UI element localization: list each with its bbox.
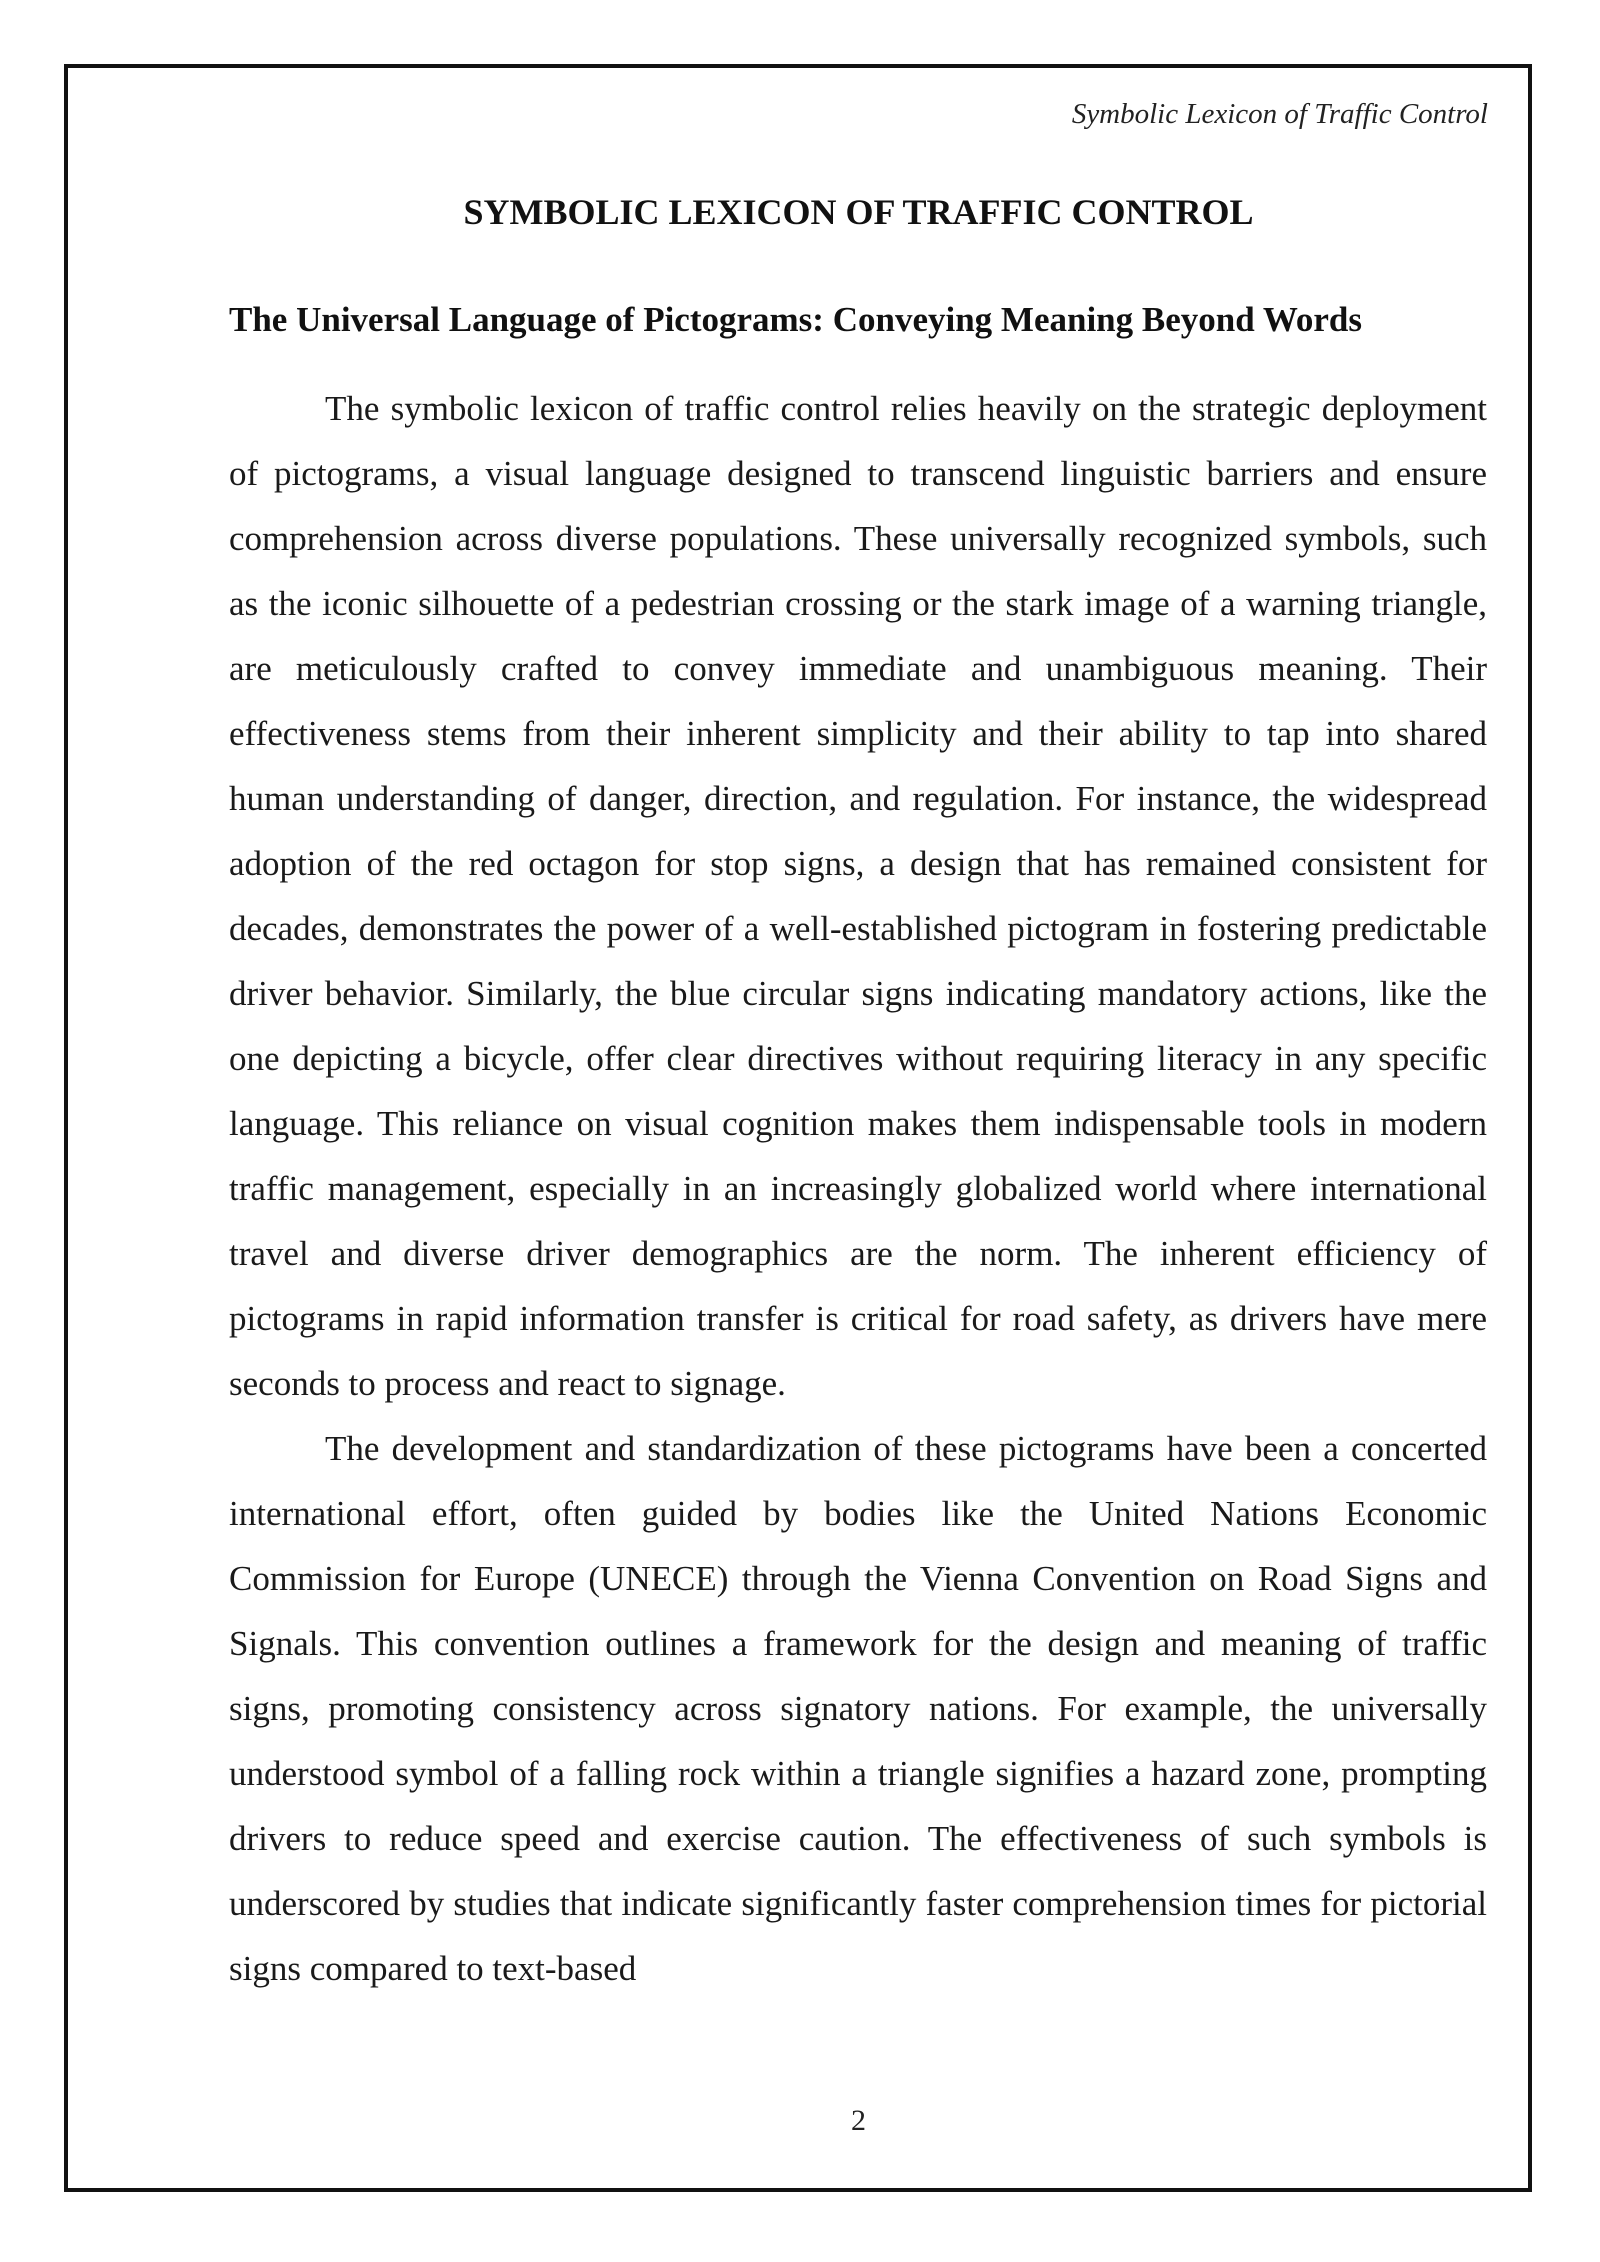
running-header: Symbolic Lexicon of Traffic Control — [1071, 98, 1488, 130]
body-text — [229, 376, 1487, 2001]
page-number: 2 — [851, 2104, 866, 2137]
paragraph: The symbolic lexicon of traffic control relies heavily on the strategic deployment of pictograms, a visual language designed to transcend linguistic barriers and ensure comprehension across diverse populations. These universally recognized symbols, such as the iconic silhouette of a pedestrian crossing or the stark image of a warning triangle, are meticulously crafted to convey immediate and unambiguous meaning. Their effectiveness stems from their inherent simplicity and their ability to tap into shared human understanding of danger, direction, and regulation. For instance, the widespread adoption of the red octagon for stop signs, a design that has remained consistent for decades, demonstrates the power of a well-established pictogram in fostering predictable driver behavior. Similarly, the blue circular signs indicating mandatory actions, like the one depicting a bicycle, offer clear directives without requiring literacy in any specific language. This reliance on visual cognition makes them indispensable tools in modern traffic management, especially in an increasingly globalized world where international travel and diverse driver demographics are the norm. The inherent efficiency of pictograms in rapid information transfer is critical for road safety, as drivers have mere seconds to process and react to signage. — [229, 389, 1487, 1403]
section-heading: The Universal Language of Pictograms: Conveying Meaning Beyond Words — [229, 300, 1363, 339]
document-title: SYMBOLIC LEXICON OF TRAFFIC CONTROL — [463, 192, 1254, 232]
paragraph: The development and standardization of these pictograms have been a concerted international effort, often guided by bodies like the United Nations Economic Commission for Europe (UNECE) through the Vienna Convention on Road Signs and Signals. This convention outlines a framework for the design and meaning of traffic signs, promoting consistency across signatory nations. For example, the universally understood symbol of a falling rock within a triangle signifies a hazard zone, prompting drivers to reduce speed and exercise caution. The effectiveness of such symbols is underscored by studies that indicate significantly faster comprehension times for pictorial signs compared to text-based — [229, 1429, 1487, 1988]
